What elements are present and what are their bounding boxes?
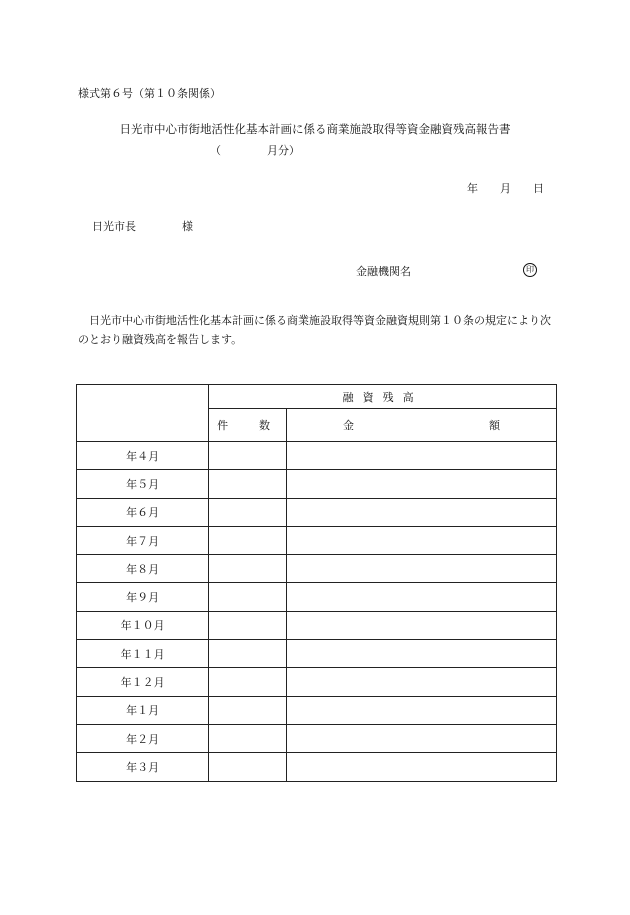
table-row (77, 696, 557, 724)
amount-cell[interactable] (286, 668, 556, 696)
count-cell[interactable] (209, 470, 287, 498)
amount-header: 金 額 (286, 409, 556, 442)
month-cell: 年１０月 (77, 611, 209, 639)
table-row (77, 724, 557, 752)
count-header: 件 数 (209, 409, 287, 442)
month-cell: 年８月 (77, 555, 209, 583)
month-cell: 年３月 (77, 753, 209, 781)
count-cell[interactable] (209, 498, 287, 526)
month-cell: 年５月 (77, 470, 209, 498)
table-row (77, 668, 557, 696)
table-row (77, 498, 557, 526)
count-cell[interactable] (209, 724, 287, 752)
count-cell[interactable] (209, 442, 287, 470)
count-cell[interactable] (209, 555, 287, 583)
count-cell[interactable] (209, 696, 287, 724)
month-cell: 年７月 (77, 526, 209, 554)
table-row (77, 555, 557, 583)
month-cell: 年１１月 (77, 640, 209, 668)
count-cell[interactable] (209, 611, 287, 639)
amount-cell[interactable] (286, 640, 556, 668)
document-title: 日光市中心市街地活性化基本計画に係る商業施設取得等資金融資残高報告書 (119, 122, 511, 136)
institution-name-label: 金融機関名 (356, 265, 411, 278)
amount-cell[interactable] (286, 724, 556, 752)
seal-mark: 印 (523, 263, 537, 277)
table-row (77, 753, 557, 781)
table-row (77, 526, 557, 554)
amount-cell[interactable] (286, 696, 556, 724)
month-cell: 年１月 (77, 696, 209, 724)
amount-cell[interactable] (286, 611, 556, 639)
date-line (467, 180, 544, 196)
body-text: 日光市中心市街地活性化基本計画に係る商業施設取得等資金融資規則第１０条の規定により次のとおり融資残高を報告します。 (78, 314, 551, 346)
table-row (77, 583, 557, 611)
count-cell[interactable] (209, 583, 287, 611)
date-year: 年 (467, 182, 478, 195)
report-month-line (210, 142, 300, 158)
count-cell[interactable] (209, 668, 287, 696)
form-number: 様式第６号（第１０条関係） (78, 87, 221, 100)
month-cell: 年６月 (77, 498, 209, 526)
table-row (77, 470, 557, 498)
month-cell: 年９月 (77, 583, 209, 611)
month-cell: 年２月 (77, 724, 209, 752)
count-cell[interactable] (209, 753, 287, 781)
month-open-paren: （ (210, 144, 221, 157)
date-day: 日 (533, 182, 544, 195)
month-label: 月分） (267, 144, 300, 157)
addressee (92, 218, 193, 234)
amount-cell[interactable] (286, 583, 556, 611)
table-row (77, 611, 557, 639)
addressee-honorific: 様 (182, 220, 193, 233)
amount-cell[interactable] (286, 526, 556, 554)
amount-cell[interactable] (286, 753, 556, 781)
amount-cell[interactable] (286, 470, 556, 498)
month-cell: 年１２月 (77, 668, 209, 696)
loan-balance-table (76, 384, 557, 782)
loan-balance-header: 融資残高 (209, 385, 557, 409)
month-cell: 年４月 (77, 442, 209, 470)
date-month: 月 (500, 182, 511, 195)
table-header-blank (77, 385, 209, 442)
count-cell[interactable] (209, 640, 287, 668)
amount-cell[interactable] (286, 555, 556, 583)
count-cell[interactable] (209, 526, 287, 554)
addressee-name: 日光市長 (92, 220, 136, 233)
table-row (77, 640, 557, 668)
table-row (77, 442, 557, 470)
amount-cell[interactable] (286, 442, 556, 470)
amount-cell[interactable] (286, 498, 556, 526)
